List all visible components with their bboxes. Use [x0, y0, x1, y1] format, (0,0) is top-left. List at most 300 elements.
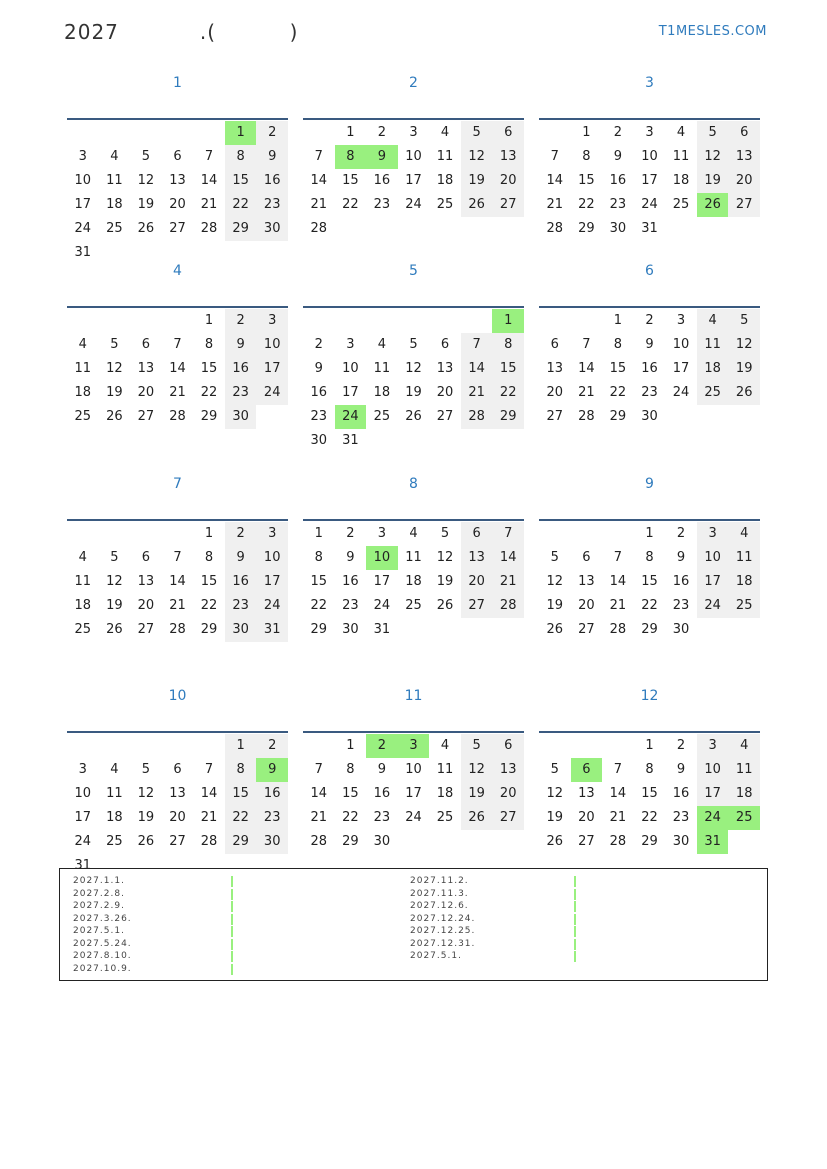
day-cell: 23	[310, 409, 328, 424]
day-cell: 7	[204, 762, 214, 777]
day-cell: 16	[373, 786, 391, 801]
month-name: 3	[645, 75, 654, 91]
day-cell: 18	[74, 385, 92, 400]
day-cell: 21	[200, 810, 218, 825]
day-cell: 17	[697, 570, 729, 594]
day-cell: 13	[137, 361, 155, 376]
day-cell: 26	[461, 193, 493, 217]
month-name: 4	[173, 263, 182, 279]
day-cell: 25	[74, 622, 92, 637]
day-cell: 26	[546, 834, 564, 849]
day-cell: 5	[409, 337, 418, 352]
day-cell: 15	[200, 574, 218, 589]
day-cell: 14	[200, 786, 218, 801]
day-cell: 1	[613, 313, 623, 328]
day-cell: 22	[225, 193, 257, 217]
day-cell: 24	[697, 594, 729, 618]
day-cell: 9	[676, 762, 686, 777]
day-cell: 27	[461, 594, 493, 618]
day-cell: 3	[78, 762, 87, 777]
day-cell: 23	[256, 193, 288, 217]
day-cell: 1	[346, 738, 355, 753]
legend-entry	[73, 875, 132, 888]
day-cell: 2	[314, 337, 323, 352]
day-cell: 15	[225, 169, 257, 193]
day-cell: 3	[78, 149, 87, 164]
day-cell: 2	[346, 526, 355, 541]
day-cell: 15	[342, 173, 359, 188]
day-cell: 15	[200, 361, 218, 376]
day-cell: 10	[641, 149, 658, 164]
day-cell: 3	[256, 522, 288, 546]
day-cell: 2	[676, 526, 686, 541]
day-cell: 8	[582, 149, 591, 164]
day-cell: 5	[550, 762, 559, 777]
day-cell: 3	[676, 313, 686, 328]
day-cell: 30	[256, 830, 288, 854]
day-cell: 26	[461, 806, 493, 830]
day-cell: 24	[405, 810, 422, 825]
day-cell: 5	[440, 526, 450, 541]
day-cell: 30	[225, 405, 257, 429]
legend-marker	[231, 964, 233, 975]
day-cell: 11	[672, 149, 690, 164]
day-cell: 17	[641, 173, 658, 188]
month-3	[539, 73, 760, 236]
day-cell: 7	[492, 522, 524, 546]
day-cell: 7	[550, 149, 559, 164]
day-cell: 4	[697, 309, 729, 333]
day-cell: 7	[173, 550, 182, 565]
day-cell: 3	[377, 526, 387, 541]
month-2	[303, 73, 524, 236]
legend-marker	[574, 926, 576, 937]
day-cell: 18	[697, 357, 729, 381]
day-cell: 24	[373, 598, 391, 613]
day-cell: 11	[436, 149, 454, 164]
day-cell: 5	[141, 149, 151, 164]
day-cell: 19	[106, 385, 123, 400]
day-cell: 12	[137, 173, 155, 188]
month-grid	[67, 519, 288, 637]
day-cell: 1	[225, 734, 257, 758]
month-1	[67, 73, 288, 260]
legend-marker	[231, 876, 233, 887]
day-cell: 19	[137, 197, 155, 212]
day-cell: 15	[641, 574, 658, 589]
legend-entry	[410, 900, 475, 913]
day-cell: 20	[492, 169, 524, 193]
day-cell: 23	[342, 598, 359, 613]
day-cell: 23	[672, 810, 690, 825]
day-cell: 9	[377, 762, 387, 777]
day-cell: 13	[492, 758, 524, 782]
month-name: 6	[645, 263, 654, 279]
day-cell: 2	[645, 313, 654, 328]
day-cell: 30	[641, 409, 658, 424]
day-cell: 23	[373, 197, 391, 212]
day-cell: 19	[546, 810, 564, 825]
day-cell: 17	[74, 197, 92, 212]
day-cell: 7	[461, 333, 493, 357]
legend-date: 2027.10.9.	[73, 963, 132, 974]
day-cell: 30	[256, 217, 288, 241]
day-cell: 18	[373, 385, 391, 400]
day-cell: 9	[346, 550, 355, 565]
day-cell: 5	[141, 762, 151, 777]
day-cell: 4	[728, 734, 760, 758]
day-cell: 26	[405, 409, 422, 424]
holiday-legend	[59, 868, 768, 981]
day-cell: 27	[728, 193, 760, 217]
day-cell: 12	[436, 550, 454, 565]
month-grid	[303, 731, 524, 849]
day-cell: 12	[461, 758, 493, 782]
page-title: 2027 .( )	[64, 20, 299, 44]
day-cell: 2	[366, 734, 398, 758]
day-cell: 10	[74, 786, 92, 801]
day-cell: 16	[373, 173, 391, 188]
day-cell: 17	[256, 357, 288, 381]
day-cell: 9	[676, 550, 686, 565]
month-name: 5	[409, 263, 418, 279]
day-cell: 22	[200, 598, 218, 613]
day-cell: 9	[225, 333, 257, 357]
legend-date: 2027.11.2.	[410, 876, 469, 886]
day-cell: 7	[314, 762, 323, 777]
day-cell: 6	[141, 337, 151, 352]
day-cell: 5	[550, 550, 559, 565]
day-cell: 29	[609, 409, 627, 424]
day-cell: 2	[613, 125, 623, 140]
day-cell: 8	[346, 762, 355, 777]
legend-entry	[73, 900, 132, 913]
day-cell: 22	[310, 598, 328, 613]
day-cell: 16	[641, 361, 658, 376]
day-cell: 27	[492, 806, 524, 830]
legend-date: 2027.11.3.	[410, 888, 469, 899]
day-cell: 3	[256, 309, 288, 333]
month-name: 9	[645, 476, 654, 492]
legend-date: 2027.12.6.	[410, 901, 469, 911]
day-cell: 31	[74, 245, 92, 260]
day-cell: 20	[578, 810, 595, 825]
day-cell: 28	[310, 834, 328, 849]
day-cell: 25	[436, 810, 454, 825]
legend-marker	[231, 951, 233, 962]
legend-date: 2027.2.9.	[73, 901, 125, 911]
month-11	[303, 686, 524, 849]
month-name: 7	[173, 476, 182, 492]
legend-entry	[410, 938, 475, 951]
month-5	[303, 261, 524, 448]
day-cell: 20	[546, 385, 564, 400]
day-cell: 17	[74, 810, 92, 825]
day-cell: 8	[645, 550, 654, 565]
day-cell: 15	[310, 574, 328, 589]
day-cell: 5	[728, 309, 760, 333]
day-cell: 14	[461, 357, 493, 381]
day-cell: 18	[436, 173, 454, 188]
legend-entry	[73, 950, 132, 963]
day-cell: 4	[78, 550, 87, 565]
month-name: 1	[173, 75, 182, 91]
day-cell: 22	[578, 197, 595, 212]
month-6	[539, 261, 760, 424]
legend-marker	[231, 901, 233, 912]
day-cell: 20	[169, 197, 186, 212]
day-cell: 2	[225, 309, 257, 333]
day-cell: 13	[578, 786, 595, 801]
day-cell: 27	[578, 622, 595, 637]
day-cell: 9	[645, 337, 654, 352]
day-cell: 5	[461, 121, 493, 145]
day-cell: 25	[672, 197, 690, 212]
legend-entry	[73, 913, 132, 926]
day-cell: 13	[546, 361, 564, 376]
day-cell: 20	[436, 385, 454, 400]
site-link[interactable]: T1MESLES.COM	[658, 24, 767, 39]
day-cell: 4	[440, 738, 450, 753]
day-cell: 2	[256, 121, 288, 145]
day-cell: 25	[106, 834, 123, 849]
day-cell: 29	[200, 622, 218, 637]
day-cell: 2	[377, 125, 387, 140]
day-cell: 31	[641, 221, 658, 236]
day-cell: 7	[613, 550, 623, 565]
day-cell: 28	[492, 594, 524, 618]
day-cell: 3	[398, 734, 430, 758]
month-10	[67, 686, 288, 873]
day-cell: 17	[697, 782, 729, 806]
day-cell: 29	[641, 834, 658, 849]
day-cell: 25	[728, 594, 760, 618]
day-cell: 12	[461, 145, 493, 169]
day-cell: 29	[578, 221, 595, 236]
day-cell: 27	[137, 622, 155, 637]
day-cell: 28	[546, 221, 564, 236]
day-cell: 10	[342, 361, 359, 376]
day-cell: 10	[74, 173, 92, 188]
legend-date: 2027.2.8.	[73, 888, 125, 899]
day-cell: 20	[169, 810, 186, 825]
day-cell: 14	[310, 173, 328, 188]
day-cell: 31	[256, 618, 288, 642]
day-cell: 6	[582, 550, 591, 565]
day-cell: 14	[169, 361, 186, 376]
day-cell: 27	[492, 193, 524, 217]
day-cell: 8	[204, 550, 214, 565]
legend-marker	[231, 889, 233, 900]
legend-date: 2027.3.26.	[73, 913, 132, 924]
day-cell: 1	[346, 125, 355, 140]
day-cell: 1	[582, 125, 591, 140]
day-cell: 7	[582, 337, 591, 352]
day-cell: 6	[173, 149, 182, 164]
day-cell: 8	[335, 145, 367, 169]
day-cell: 22	[641, 598, 658, 613]
day-cell: 6	[461, 522, 493, 546]
day-cell: 29	[225, 830, 257, 854]
day-cell: 4	[377, 337, 387, 352]
day-cell: 14	[169, 574, 186, 589]
month-grid	[67, 118, 288, 260]
legend-marker	[231, 939, 233, 950]
day-cell: 12	[697, 145, 729, 169]
day-cell: 23	[672, 598, 690, 613]
day-cell: 22	[641, 810, 658, 825]
day-cell: 19	[106, 598, 123, 613]
day-cell: 21	[169, 385, 186, 400]
day-cell: 19	[405, 385, 422, 400]
day-cell: 12	[546, 786, 564, 801]
day-cell: 23	[641, 385, 658, 400]
day-cell: 19	[546, 598, 564, 613]
day-cell: 28	[310, 221, 328, 236]
day-cell: 14	[546, 173, 564, 188]
day-cell: 18	[106, 810, 123, 825]
day-cell: 23	[225, 594, 257, 618]
day-cell: 13	[461, 546, 493, 570]
day-cell: 4	[110, 762, 119, 777]
day-cell: 17	[405, 173, 422, 188]
day-cell: 15	[641, 786, 658, 801]
day-cell: 26	[697, 193, 729, 217]
day-cell: 21	[609, 598, 627, 613]
day-cell: 12	[728, 333, 760, 357]
month-grid	[303, 118, 524, 236]
day-cell: 30	[373, 834, 391, 849]
day-cell: 7	[173, 337, 182, 352]
day-cell: 18	[672, 173, 690, 188]
legend-marker	[574, 901, 576, 912]
day-cell: 26	[546, 622, 564, 637]
day-cell: 11	[373, 361, 391, 376]
day-cell: 10	[672, 337, 690, 352]
day-cell: 31	[342, 433, 359, 448]
day-cell: 25	[436, 197, 454, 212]
day-cell: 22	[609, 385, 627, 400]
day-cell: 15	[492, 357, 524, 381]
day-cell: 27	[436, 409, 454, 424]
day-cell: 3	[346, 337, 355, 352]
day-cell: 26	[106, 622, 123, 637]
day-cell: 25	[728, 806, 760, 830]
day-cell: 25	[373, 409, 391, 424]
day-cell: 30	[672, 622, 690, 637]
month-12	[539, 686, 760, 849]
day-cell: 15	[578, 173, 595, 188]
month-name: 10	[168, 688, 187, 704]
day-cell: 16	[256, 169, 288, 193]
day-cell: 8	[204, 337, 214, 352]
day-cell: 10	[256, 333, 288, 357]
legend-entry	[73, 963, 132, 976]
day-cell: 24	[256, 381, 288, 405]
month-grid	[539, 118, 760, 236]
day-cell: 16	[225, 357, 257, 381]
day-cell: 24	[74, 834, 92, 849]
day-cell: 15	[609, 361, 627, 376]
day-cell: 26	[137, 221, 155, 236]
day-cell: 30	[225, 618, 257, 642]
day-cell: 14	[609, 786, 627, 801]
day-cell: 8	[225, 145, 257, 169]
day-cell: 14	[609, 574, 627, 589]
day-cell: 19	[137, 810, 155, 825]
day-cell: 13	[137, 574, 155, 589]
day-cell: 7	[204, 149, 214, 164]
month-grid	[303, 519, 524, 637]
day-cell: 21	[310, 197, 328, 212]
day-cell: 13	[169, 786, 186, 801]
day-cell: 1	[645, 738, 654, 753]
legend-entry	[410, 888, 475, 901]
legend-column-right	[410, 875, 475, 963]
day-cell: 10	[697, 546, 729, 570]
day-cell: 14	[200, 173, 218, 188]
day-cell: 6	[440, 337, 450, 352]
day-cell: 28	[609, 622, 627, 637]
month-name: 2	[409, 75, 418, 91]
day-cell: 9	[314, 361, 323, 376]
day-cell: 22	[200, 385, 218, 400]
day-cell: 25	[106, 221, 123, 236]
legend-date: 2027.5.24.	[73, 938, 132, 949]
day-cell: 11	[106, 786, 123, 801]
day-cell: 10	[405, 149, 422, 164]
day-cell: 6	[550, 337, 559, 352]
day-cell: 15	[342, 786, 359, 801]
day-cell: 28	[461, 405, 493, 429]
month-grid	[303, 306, 524, 448]
day-cell: 9	[225, 546, 257, 570]
day-cell: 21	[310, 810, 328, 825]
day-cell: 16	[310, 385, 328, 400]
day-cell: 29	[641, 622, 658, 637]
day-cell: 14	[492, 546, 524, 570]
day-cell: 31	[697, 830, 729, 854]
day-cell: 18	[728, 570, 760, 594]
day-cell: 20	[578, 598, 595, 613]
day-cell: 21	[492, 570, 524, 594]
legend-entry	[73, 888, 132, 901]
day-cell: 31	[74, 858, 92, 873]
day-cell: 25	[74, 409, 92, 424]
day-cell: 6	[141, 550, 151, 565]
day-cell: 1	[645, 526, 654, 541]
day-cell: 16	[672, 574, 690, 589]
legend-date: 2027.12.31.	[410, 938, 476, 949]
legend-marker	[231, 914, 233, 925]
day-cell: 9	[256, 145, 288, 169]
day-cell: 3	[697, 522, 729, 546]
day-cell: 28	[169, 622, 186, 637]
legend-entry	[73, 925, 132, 938]
day-cell: 30	[342, 622, 359, 637]
day-cell: 4	[440, 125, 450, 140]
day-cell: 27	[169, 834, 186, 849]
day-cell: 6	[571, 758, 603, 782]
day-cell: 17	[373, 574, 391, 589]
month-grid	[67, 731, 288, 873]
day-cell: 24	[672, 385, 690, 400]
day-cell: 5	[110, 550, 119, 565]
day-cell: 23	[256, 806, 288, 830]
day-cell: 11	[697, 333, 729, 357]
day-cell: 18	[436, 786, 454, 801]
day-cell: 11	[405, 550, 422, 565]
